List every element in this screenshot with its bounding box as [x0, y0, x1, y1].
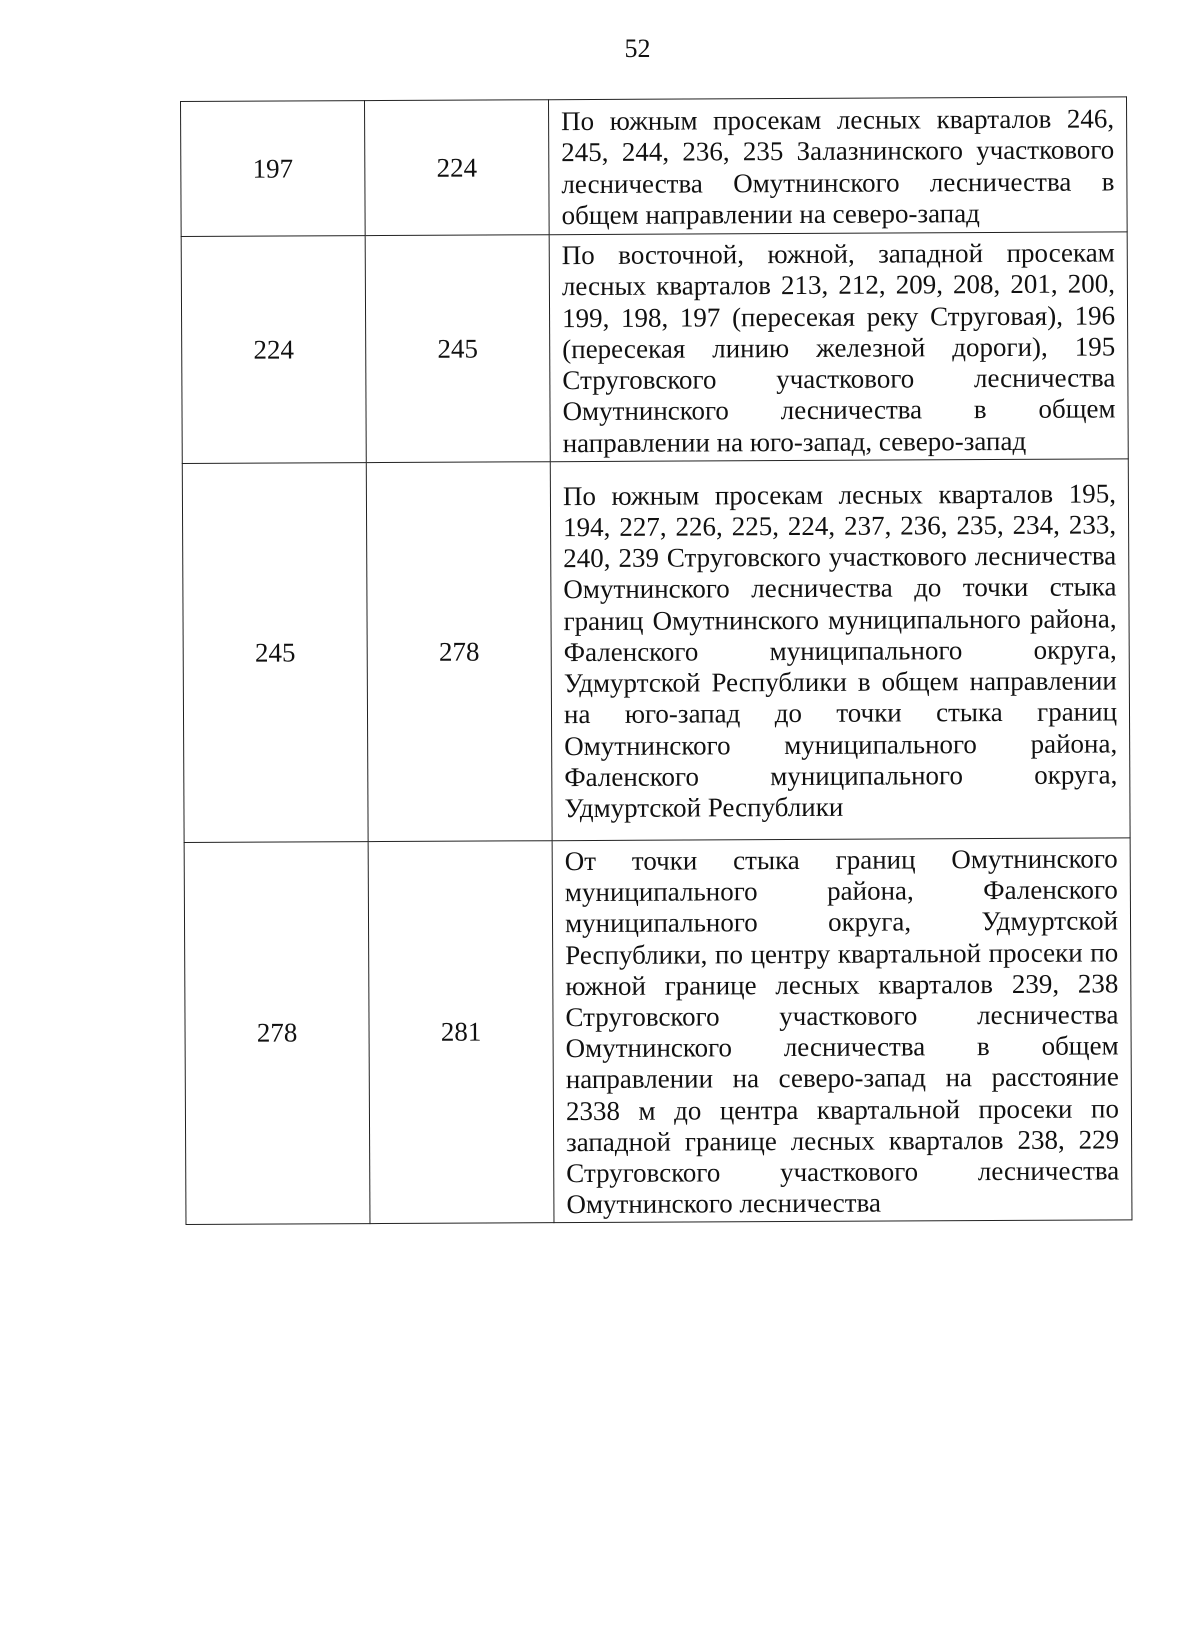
table-row: [181, 97, 1128, 237]
table-row: [181, 232, 1128, 464]
page-number: 52: [624, 34, 651, 63]
from-point-cell: 197: [181, 101, 366, 237]
from-point-cell: 278: [184, 842, 370, 1225]
boundary-description-cell: По южным просекам лесных кварталов 195, 194, 227, 226, 225, 224, 237, 236, 235, 234, 233, 240, 239 Струговского участкового лесничества Омутнинского лесничества до точки стыка границ Омутнинского муниципального района, Фаленского муниципального округа, Удмуртской Республики в общем направлении на юго-запад до точки стыка границ Омутнинского муниципального района, Фаленского муниципального округа, Удмуртской Республики: [550, 459, 1130, 841]
to-point-cell: 245: [365, 235, 550, 463]
to-point-cell: 224: [365, 100, 550, 236]
from-point-cell: 224: [181, 236, 366, 464]
boundary-description-cell: По южным просекам лесных кварталов 246, 245, 244, 236, 235 Залазнинского участкового лесничества Омутнинского лесничества в общем направлении на северо-запад: [548, 97, 1127, 235]
boundary-description-cell: От точки стыка границ Омутнинского муниципального района, Фаленского муниципального округа, Удмуртской Республики, по центру квартальной просеки по южной границе лесных кварталов 239, 238 Струговского участкового лесничества Омутнинского лесничества в общем направлении на северо-запад на расстояние 2338 м до центра квартальной просеки по западной границе лесных кварталов 238, 229 Струговского участкового лесничества Омутнинского лесничества: [552, 838, 1132, 1223]
to-point-cell: 281: [368, 841, 554, 1224]
table-row: [182, 459, 1130, 843]
to-point-cell: 278: [366, 462, 552, 842]
table-row: [184, 838, 1132, 1225]
boundary-description-cell: По восточной, южной, западной просекам лесных кварталов 213, 212, 209, 208, 201, 200, 199, 198, 197 (пересекая реку Струговая), 196 (пересекая линию железной дороги), 195 Струговского участкового лесничества Омутнинского лесничества в общем направлении на юго-запад, северо-запад: [549, 232, 1128, 462]
from-point-cell: 245: [182, 463, 368, 843]
boundary-table: [180, 96, 1132, 1225]
